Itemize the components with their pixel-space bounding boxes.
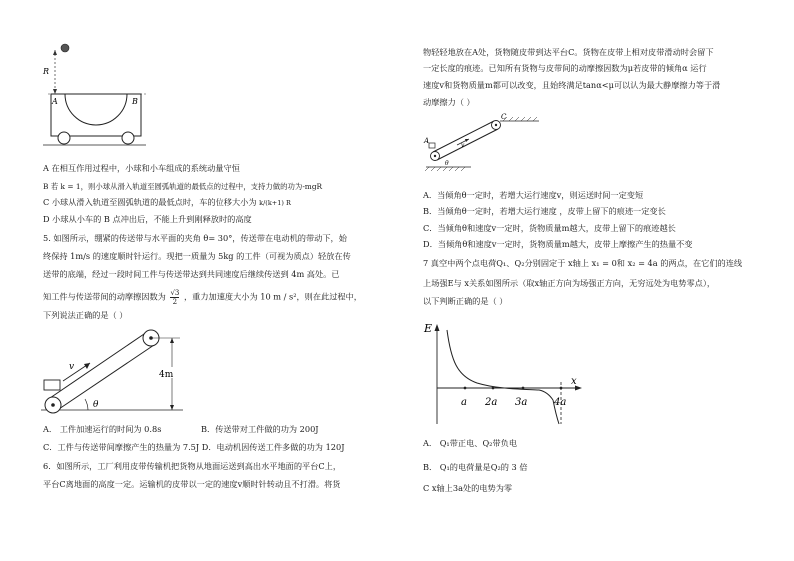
label-R: R	[43, 67, 50, 76]
q5-line3: 送带的底端，经过一段时间工件与传送带达到共同速度后继续传送到 4m 高处。已	[43, 269, 340, 279]
q5-line4	[43, 289, 362, 306]
q5-option-a: A． 工件加速运行的时间为 0.8s	[43, 424, 162, 434]
label-height: 4m	[159, 370, 174, 380]
workpiece	[44, 380, 60, 390]
q4-option-c-text: C 小球从滑入轨道至圆弧轨道的最低点时，车的位移大小为	[43, 197, 257, 207]
q6-option-c: C．当倾角θ和速度v一定时，货物质量m越大，皮带上留下的痕迹越长	[423, 223, 676, 233]
q5-line2: 终保持 1m/s 的速度顺时针运行。现把一质量为 5kg 的工件（可视为质点）轻放在传	[43, 251, 351, 261]
q7-line3: 以下判断正确的是（ ）	[423, 296, 508, 306]
label-x: x	[571, 376, 577, 387]
tick-3a: 3a	[515, 397, 528, 408]
tick-4a: 4a	[554, 397, 567, 408]
q6-option-d: D．当倾角θ和速度v一定时，货物质量m越大，皮带上摩擦产生的热量不变	[423, 239, 693, 249]
q6-cont-line3: 速度v和货物质量m都可以改变，且始终满足tanα<μ可以认为最大静摩擦力等于滑	[423, 80, 721, 90]
q7-line1: 7 真空中两个点电荷Q₁、Q₂分别固定于 x轴上 x₁ = 0和 x₂ = 4a 的两点，在它们的连线	[423, 258, 743, 268]
label-theta-fig3: θ	[445, 160, 449, 167]
label-v-fig3: v	[461, 142, 465, 149]
q4-option-a: A 在相互作用过程中，小球和小车组成的系统动量守恒	[43, 163, 240, 173]
q7-option-c: C x轴上3a处的电势为零	[423, 483, 513, 493]
q5-line4a: 知工件与传送带间的动摩擦因数为	[43, 291, 166, 302]
cart-body	[51, 94, 141, 136]
q6-cont-line1: 物轻轻地放在A处，货物随皮带到达平台C。货物在皮带上相对皮带滑动时会留下	[423, 47, 714, 57]
q6-cont-line2: 一定长度的痕迹。已知所有货物与皮带间的动摩擦因数为μ若皮带的倾角α 运行	[423, 63, 707, 73]
field-curve	[447, 330, 553, 400]
wheel-right	[122, 132, 134, 144]
wheel-left	[58, 132, 70, 144]
q7-line2: 上场强E与 x关系如图所示（取x轴正方向为场强正方向，无穷远处为电势零点），	[423, 278, 716, 288]
fraction-numerator: √3	[170, 289, 180, 297]
conveyor-figure	[38, 326, 188, 418]
q6-cont-line4: 动摩擦力（ ）	[423, 97, 475, 107]
q5-line4b: ，重力加速度大小为 10 m / s²，则在此过程中，	[183, 291, 362, 302]
q5-line1: 5. 如图所示，绷紧的传送带与水平面的夹角 θ= 30°，传送带在电动机的带动下，始	[43, 233, 347, 243]
label-C: C	[501, 113, 507, 121]
q5-line5: 下列说法正确的是（ ）	[43, 310, 128, 320]
q4-option-d: D 小球从小车的 B 点冲出后，不能上升到刚释放时的高度	[43, 214, 252, 224]
label-v: v	[69, 362, 75, 372]
cargo-box	[429, 143, 435, 148]
q6-line1: 6．如图所示，工厂利用皮带传输机把货物从地面运送到高出水平地面的平台C上，	[43, 461, 342, 471]
ball	[61, 44, 69, 52]
fraction-denominator: 2	[172, 298, 178, 306]
belt-top	[50, 332, 147, 398]
q4-option-c-expr: k/(k+1) R	[259, 199, 291, 207]
q5-option-cd: C．工件与传送带间摩擦产生的热量为 7.5J D．电动机因传送工件多做的功为 120J	[43, 442, 345, 452]
label-A-fig3: A	[424, 137, 430, 145]
q6-option-a: A．当倾角θ一定时，若增大运行速度v，则运送时间一定变短	[423, 190, 644, 200]
q4-option-b: B 若 k = 1，则小球从滑入轨道至圆弧轨道的最低点的过程中，支持力做的功为-mgR	[43, 182, 323, 191]
tick-a: a	[461, 397, 467, 408]
friction-fraction	[170, 289, 179, 306]
q6-line2: 平台C离地面的高度一定。运输机的皮带以一定的速度v顺时针转动且不打滑。将货	[43, 479, 341, 489]
label-B: B	[132, 97, 138, 106]
e-x-graph	[419, 320, 589, 430]
q6-option-b: B．当倾角θ一定时，若增大运行速度 ，皮带上留下的痕迹一定变长	[423, 206, 666, 216]
q5-option-b: B．传送带对工件做的功为 200J	[201, 424, 319, 434]
label-E: E	[424, 322, 433, 335]
cart-figure	[38, 38, 148, 150]
tick-2a: 2a	[485, 397, 498, 408]
q7-option-b: B． Q₁的电荷量是Q₂的 3 倍	[423, 462, 528, 472]
label-A: A	[52, 97, 58, 106]
label-theta: θ	[93, 400, 99, 410]
q4-option-c	[43, 197, 291, 209]
belt-platform-figure	[421, 113, 551, 173]
arc-track	[65, 94, 127, 125]
belt-bottom	[56, 345, 154, 411]
q7-option-a: A． Q₁带正电、Q₂带负电	[423, 438, 518, 448]
